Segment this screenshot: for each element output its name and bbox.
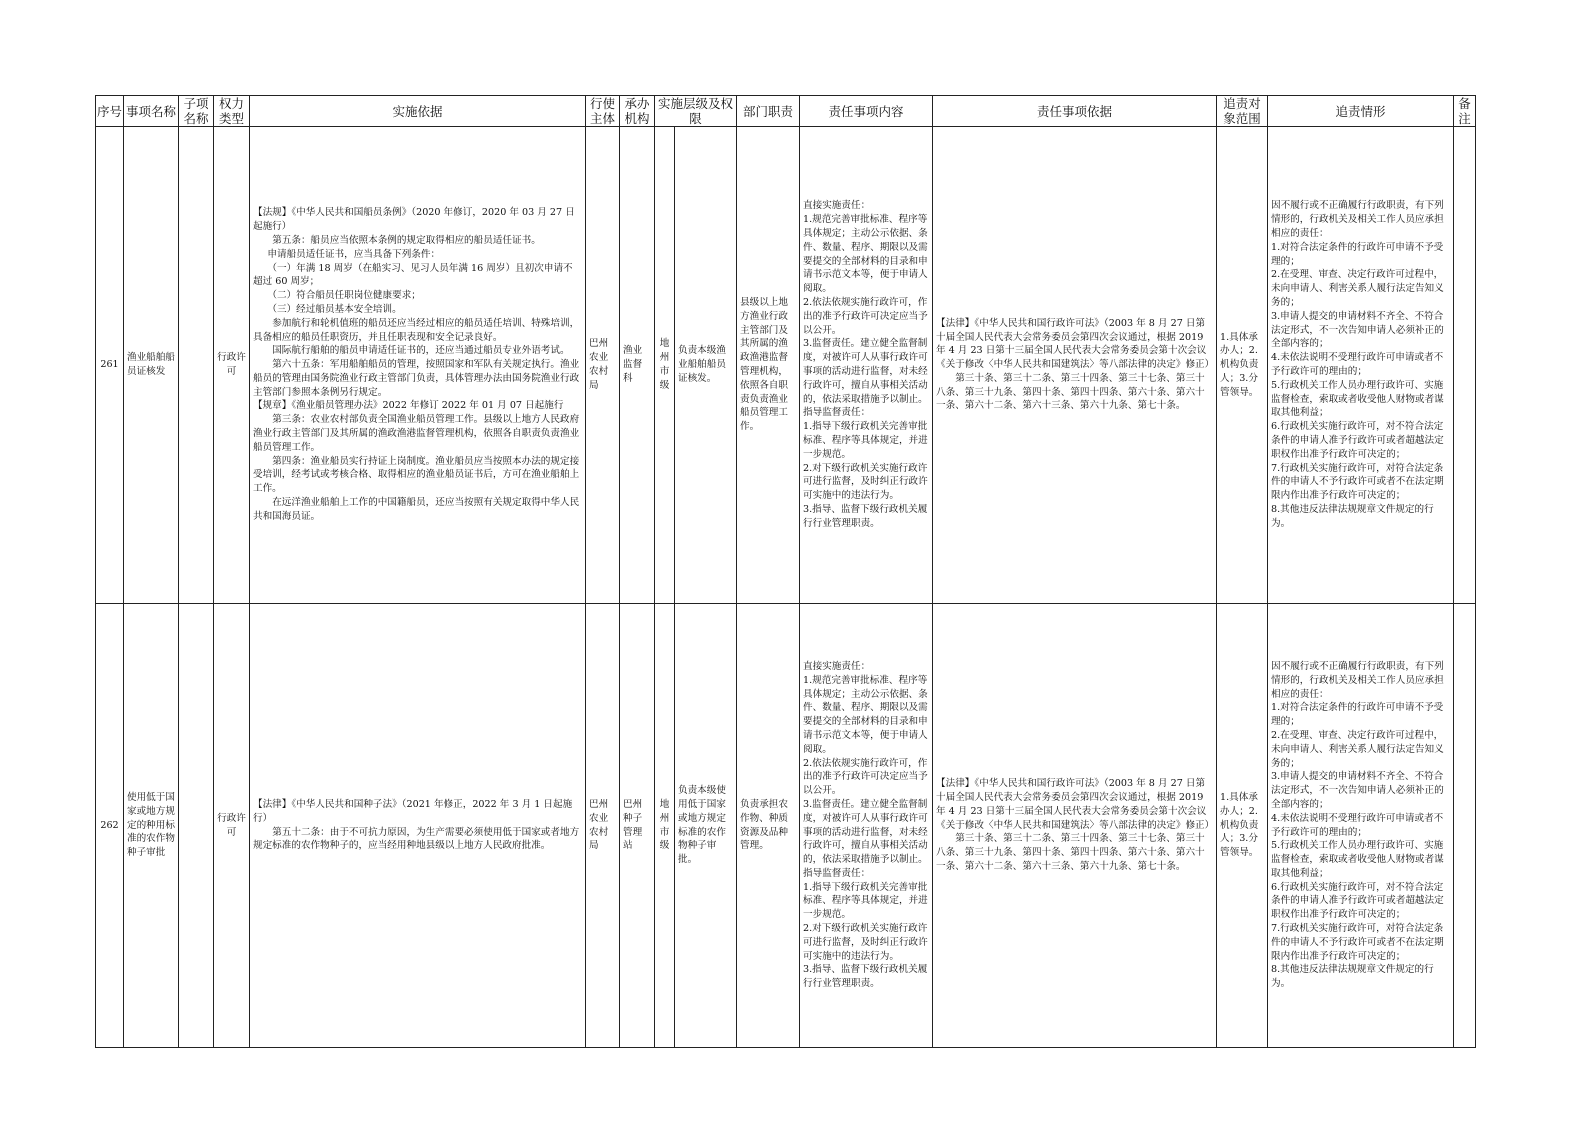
resp-basis-line: 第三十条、第三十二条、第三十四条、第三十七条、第三十八条、第三十九条、第四十条、第四十四条、第六十条、第六十一条、第六十二条、第六十三条、第六十九条、第七十条。: [936, 833, 1205, 872]
row-remark: [1454, 127, 1476, 604]
row-remark: [1454, 604, 1476, 1048]
resp-content-line: 指导监督责任：: [803, 867, 871, 879]
row-item-name: 渔业船舶船员证核发: [124, 127, 179, 604]
situation-line: 3.申请人提交的申请材料不齐全、不符合法定形式，不一次告知申请人必须补正的全部内容的；: [1271, 771, 1444, 810]
table-row: [96, 127, 1476, 604]
resp-basis-line: 第三十条、第三十二条、第三十四条、第三十七条、第三十八条、第三十九条、第四十条、第四十四条、第六十条、第六十一条、第六十二条、第六十三条、第六十九条、第七十条。: [936, 372, 1205, 412]
resp-content-line: 3.指导、监督下级行政机关履行行业管理职责。: [803, 503, 928, 529]
resp-content-line: 3.指导、监督下级行政机关履行行业管理职责。: [803, 964, 928, 990]
header-level: 实施层级及权限: [655, 96, 737, 127]
row-resp-content: [800, 604, 933, 1048]
header-row: [96, 96, 1476, 127]
situation-line: 6.行政机关实施行政许可，对不符合法定条件的申请人准予行政许可或者超越法定职权作出准予行政许可决定的；: [1271, 881, 1444, 921]
row-level-scope: 地州市级: [655, 604, 675, 1048]
situation-line: 2.在受理、审查、决定行政许可过程中，未向申请人、利害关系人履行法定告知义务的；: [1271, 729, 1444, 769]
situation-line: 7.行政机关实施行政许可，对符合法定条件的申请人不予行政许可或者不在法定期限内作出准予行政许可决定的；: [1271, 462, 1444, 502]
row-sub-item: [179, 604, 214, 1048]
header-resp-basis: 责任事项依据: [933, 96, 1217, 127]
basis-line: 在远洋渔业船舶上工作的中国籍船员，还应当按照有关规定取得中华人民共和国海员证。: [253, 497, 580, 522]
row-basis: [250, 604, 586, 1048]
row-item-name: 使用低于国家或地方规定的种用标准的农作物种子审批: [124, 604, 179, 1048]
situation-line: 4.未依法说明不受理行政许可申请或者不予行政许可的理由的；: [1271, 812, 1444, 838]
row-seq: 261: [96, 127, 124, 604]
row-power-type: 行政许可: [214, 127, 250, 604]
situation-line: 4.未依法说明不受理行政许可申请或者不予行政许可的理由的；: [1271, 352, 1444, 377]
resp-content-line: 直接实施责任：: [803, 660, 871, 672]
row-situations: [1268, 604, 1454, 1048]
situation-line: 8.其他违反法律法规规章文件规定的行为。: [1271, 964, 1434, 990]
basis-line: 国际航行船舶的船员申请适任证书的，还应当通过船员专业外语考试。: [272, 345, 570, 357]
resp-content-line: 2.对下级行政机关实施行政许可进行监督，及时纠正行政许可实施中的违法行为。: [803, 462, 928, 502]
situation-line: 5.行政机关工作人员办理行政许可、实施监督检查，索取或者收受他人财物或者谋取其他利益；: [1271, 840, 1444, 879]
row-resp-basis: [933, 604, 1217, 1048]
resp-content-line: 1.规范完善审批标准、程序等具体规定；主动公示依据、条件、数量、程序、期限以及需要提交的全部材料的目录和申请书示范文本等，便于申请人阅取。: [803, 214, 928, 295]
situation-line: 1.对符合法定条件的行政许可申请不予受理的；: [1271, 241, 1444, 267]
situation-line: 8.其他违反法律法规规章文件规定的行为。: [1271, 503, 1434, 529]
header-situations: 追责情形: [1268, 96, 1454, 127]
row-level-authority: 负责本级使用低于国家或地方规定标准的农作物种子审批。: [675, 604, 737, 1048]
row-basis: [250, 127, 586, 604]
basis-line: 申请船员适任证书，应当具备下列条件：: [267, 248, 441, 260]
resp-content-line: 3.监督责任。建立健全监督制度，对被许可人从事行政许可事项的活动进行监督，对未经行政许可，擅自从事相关活动的，依法采取措施予以制止。: [803, 798, 928, 866]
basis-line: 参加航行和轮机值班的船员还应当经过相应的船员适任培训、特殊培训，具备相应的船员任职资历，并且任职表现和安全记录良好。: [253, 317, 580, 343]
header-handler: 承办机构: [620, 96, 655, 127]
row-accountable: 1.具体承办人；2.机构负责人；3.分管领导。: [1217, 604, 1268, 1048]
resp-basis-line: 【法律】《中华人民共和国行政许可法》（2003 年 8 月 27 日第十届全国人民代表大会常务委员会第四次会议通过，根据 2019 年 4 月 23 日第十三届全国人民代表大会常务委员会第十次会议《关于修改〈中华人民共和国建筑法〉等八部法律的决定》修正）: [936, 778, 1215, 831]
row-subject: 巴州农业农村局: [586, 127, 620, 604]
basis-line: 【规章】《渔业船员管理办法》2022 年修订 2022 年 01 月 07 日起施行: [253, 400, 564, 412]
header-duty: 部门职责: [737, 96, 800, 127]
basis-line: 【法规】《中华人民共和国船员条例》（2020 年修订，2020 年 03 月 27 日起施行）: [253, 207, 575, 233]
header-resp-content: 责任事项内容: [800, 96, 933, 127]
row-accountable: 1.具体承办人；2.机构负责人；3.分管领导。: [1217, 127, 1268, 604]
basis-line: 【法律】《中华人民共和国种子法》（2021 年修正，2022 年 3 月 1 日起施行）: [253, 798, 573, 824]
basis-line: 第五条：船员应当依照本条例的规定取得相应的船员适任证书。: [272, 234, 541, 246]
header-seq: 序号: [96, 96, 124, 127]
responsibility-table: [95, 95, 1476, 1048]
basis-line: （一）年满 18 周岁（在船实习、见习人员年满 16 周岁）且初次申请不超过 60 周岁；: [253, 262, 573, 288]
basis-line: 第六十五条：军用船舶船员的管理，按照国家和军队有关规定执行。渔业船员的管理由国务院渔业行政主管部门负责，具体管理办法由国务院渔业行政主管部门参照本条例另行规定。: [253, 359, 580, 398]
header-remark: 备注: [1454, 96, 1476, 127]
header-accountable: 追责对象范围: [1217, 96, 1268, 127]
header-subject: 行使主体: [586, 96, 620, 127]
resp-basis-line: 【法律】《中华人民共和国行政许可法》（2003 年 8 月 27 日第十届全国人民代表大会常务委员会第四次会议通过，根据 2019 年 4 月 23 日第十三届全国人民代表大会常务委员会第十次会议《关于修改〈中华人民共和国建筑法〉等八部法律的决定》修正）: [936, 317, 1215, 371]
table-row: [96, 604, 1476, 1048]
situation-line: 因不履行或不正确履行行政职责，有下列情形的，行政机关及相关工作人员应承担相应的责任：: [1271, 660, 1444, 700]
basis-line: （二）符合船员任职岗位健康要求；: [267, 290, 421, 302]
resp-content-line: 1.指导下级行政机关完善审批标准、程序等具体规定，并进一步规范。: [803, 881, 928, 921]
row-duty: 负责承担农作物、种质资源及品种管理。: [737, 604, 800, 1048]
basis-line: （三）经过船员基本安全培训。: [267, 303, 402, 315]
row-sub-item: [179, 127, 214, 604]
basis-line: 第四条：渔业船员实行持证上岗制度。渔业船员应当按照本办法的规定接受培训，经考试或考核合格、取得相应的渔业船员证书后，方可在渔业船舶上工作。: [253, 455, 580, 495]
resp-content-line: 1.规范完善审批标准、程序等具体规定；主动公示依据、条件、数量、程序、期限以及需要提交的全部材料的目录和申请书示范文本等，便于申请人阅取。: [803, 674, 928, 755]
row-situations: [1268, 127, 1454, 604]
row-handler: 渔业监督科: [620, 127, 655, 604]
resp-content-line: 直接实施责任：: [803, 200, 871, 212]
header-power-type: 权力类型: [214, 96, 250, 127]
resp-content-line: 2.依法依规实施行政许可，作出的准予行政许可决定应当予以公开。: [803, 297, 928, 336]
situation-line: 5.行政机关工作人员办理行政许可、实施监督检查，索取或者收受他人财物或者谋取其他利益；: [1271, 379, 1444, 419]
row-handler: 巴州种子管理站: [620, 604, 655, 1048]
basis-line: 第三条：农业农村部负责全国渔业船员管理工作。县级以上地方人民政府渔业行政主管部门及其所属的渔政渔港监督管理机构，依照各自职责负责渔业船员管理工作。: [253, 414, 580, 453]
basis-line: 第五十二条：由于不可抗力原因，为生产需要必须使用低于国家或者地方规定标准的农作物种子的，应当经用种地县级以上地方人民政府批准。: [253, 826, 580, 852]
row-seq: 262: [96, 604, 124, 1048]
situation-line: 因不履行或不正确履行行政职责，有下列情形的，行政机关及相关工作人员应承担相应的责任：: [1271, 200, 1444, 240]
resp-content-line: 指导监督责任：: [803, 407, 871, 419]
resp-content-line: 3.监督责任。建立健全监督制度，对被许可人从事行政许可事项的活动进行监督，对未经行政许可，擅自从事相关活动的，依法采取措施予以制止。: [803, 338, 928, 405]
resp-content-line: 1.指导下级行政机关完善审批标准、程序等具体规定，并进一步规范。: [803, 421, 928, 460]
row-level-authority: 负责本级渔业船舶船员证核发。: [675, 127, 737, 604]
header-sub-item: 子项名称: [179, 96, 214, 127]
row-duty: 县级以上地方渔业行政主管部门及其所属的渔政渔港监督管理机构，依照各自职责负责渔业船员管理工作。: [737, 127, 800, 604]
situation-line: 2.在受理、审查、决定行政许可过程中，未向申请人、利害关系人履行法定告知义务的；: [1271, 269, 1444, 309]
row-resp-content: [800, 127, 933, 604]
situation-line: 7.行政机关实施行政许可，对符合法定条件的申请人不予行政许可或者不在法定期限内作出准予行政许可决定的；: [1271, 923, 1444, 962]
situation-line: 6.行政机关实施行政许可，对不符合法定条件的申请人准予行政许可或者超越法定职权作出准予行政许可决定的；: [1271, 421, 1444, 460]
row-resp-basis: [933, 127, 1217, 604]
header-item-name: 事项名称: [124, 96, 179, 127]
situation-line: 1.对符合法定条件的行政许可申请不予受理的；: [1271, 702, 1444, 728]
row-subject: 巴州农业农村局: [586, 604, 620, 1048]
row-power-type: 行政许可: [214, 604, 250, 1048]
header-basis: 实施依据: [250, 96, 586, 127]
resp-content-line: 2.对下级行政机关实施行政许可进行监督，及时纠正行政许可实施中的违法行为。: [803, 923, 928, 962]
resp-content-line: 2.依法依规实施行政许可，作出的准予行政许可决定应当予以公开。: [803, 757, 928, 797]
situation-line: 3.申请人提交的申请材料不齐全、不符合法定形式，不一次告知申请人必须补正的全部内容的；: [1271, 310, 1444, 350]
row-level-scope: 地州市级: [655, 127, 675, 604]
